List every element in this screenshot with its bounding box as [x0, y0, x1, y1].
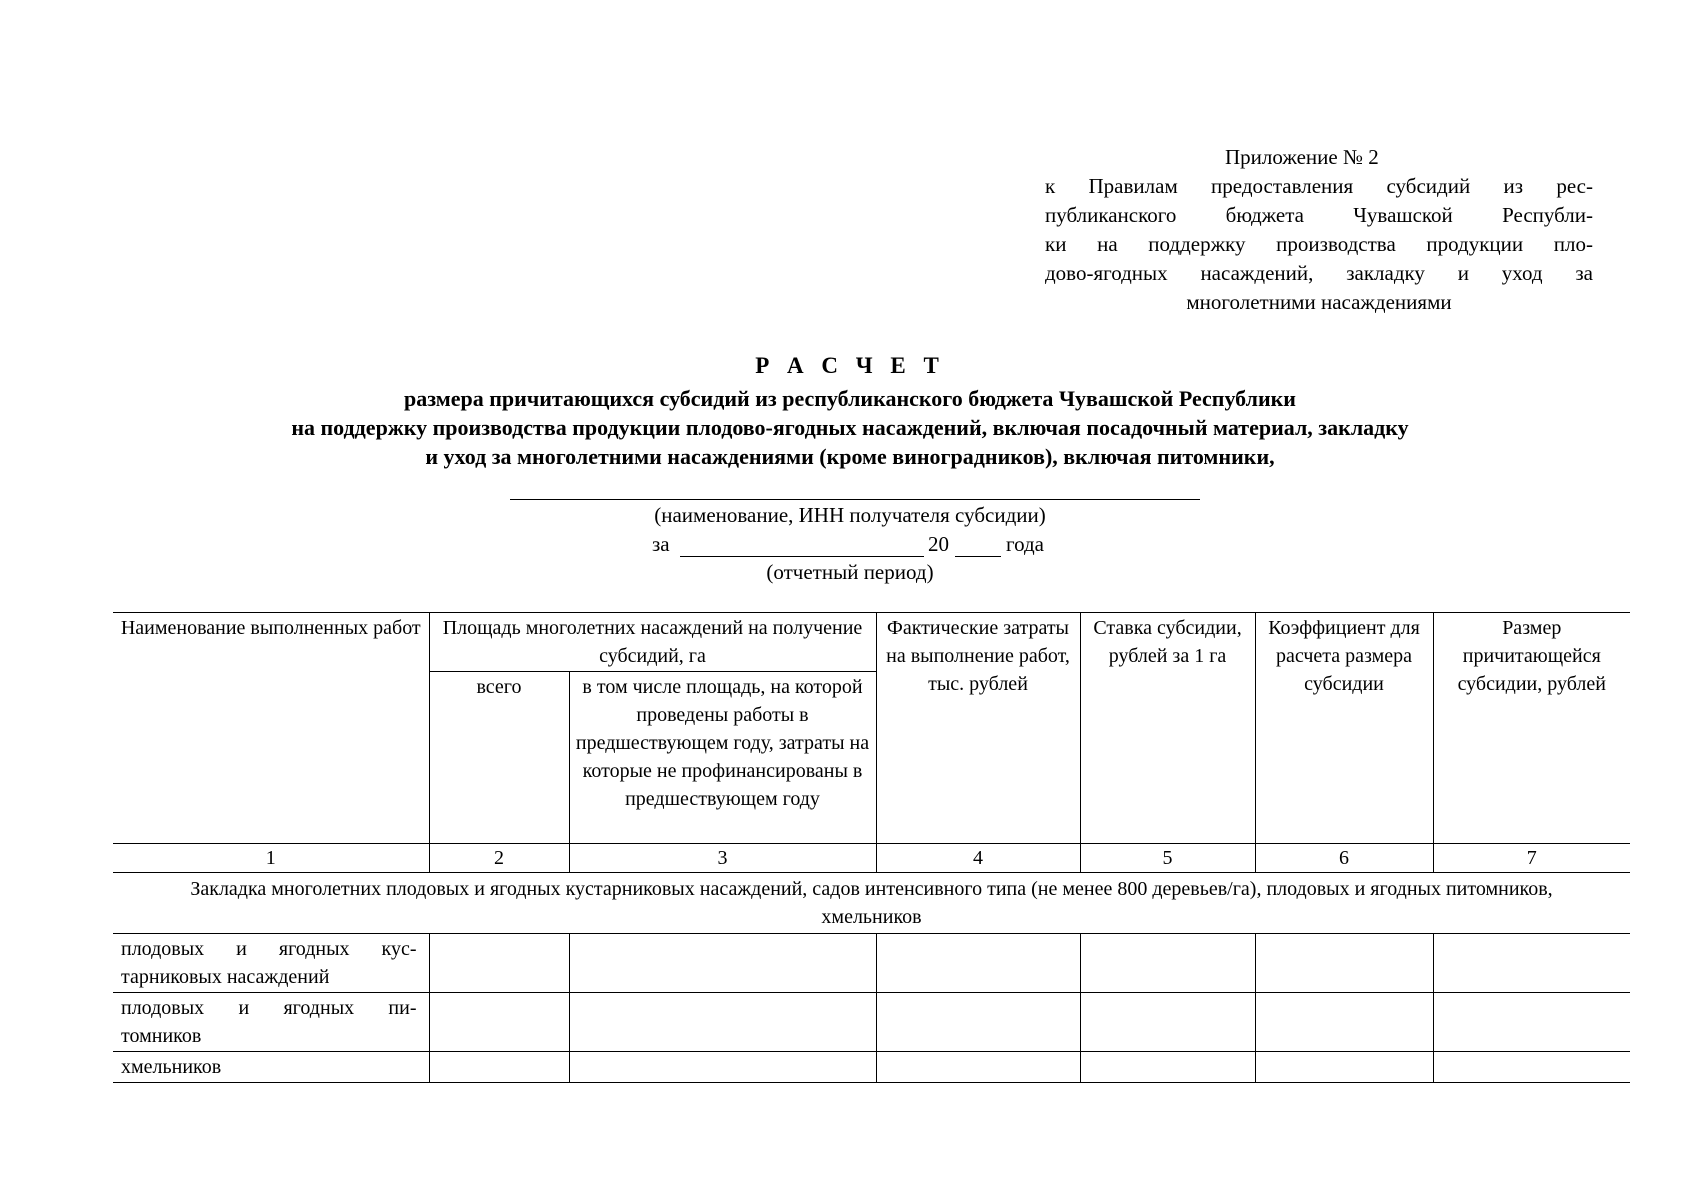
heading-line: на поддержку производства продукции плодово-ягодных насаждений, включая посадочный материал, закладку [291, 415, 1409, 440]
header-actual-costs: Фактические затраты на выполнение работ, тыс. рублей [876, 613, 1080, 844]
period-suffix: года [1006, 532, 1044, 556]
appendix-title: Приложение № 2 [1225, 145, 1379, 169]
row-label: хмельников [113, 1052, 429, 1083]
cell-actual-costs[interactable] [876, 1052, 1080, 1083]
subsidy-calculation-table [113, 612, 1630, 1083]
cell-coefficient[interactable] [1255, 993, 1433, 1052]
row-label [113, 993, 429, 1052]
period-year-prefix: 20 [928, 532, 949, 556]
appendix-line: ки на поддержку производства продукции пло- [1045, 232, 1593, 256]
row-label-part: тарниковых насаждений [121, 966, 330, 988]
header-subsidy-rate: Ставка субсидии, рублей за 1 га [1080, 613, 1255, 844]
cell-actual-costs[interactable] [876, 993, 1080, 1052]
recipient-caption: (наименование, ИНН получателя субсидии) [654, 503, 1046, 527]
column-number: 3 [569, 844, 876, 873]
header-coefficient: Коэффициент для расчета размера субсидии [1255, 613, 1433, 844]
column-number: 6 [1255, 844, 1433, 873]
recipient-name-line [510, 499, 1200, 500]
heading-line: размера причитающихся субсидий из республиканского бюджета Чувашской Республики [404, 386, 1296, 411]
header-area-group: Площадь многолетних насаждений на получение субсидий, га [429, 613, 876, 672]
header-area-total: всего [429, 672, 569, 844]
appendix-block [1045, 143, 1593, 317]
table-row [113, 1052, 1630, 1083]
column-number-row [113, 844, 1630, 873]
cell-area-total[interactable] [429, 993, 569, 1052]
cell-area-previous-year[interactable] [569, 1052, 876, 1083]
table-row [113, 993, 1630, 1052]
period-year-blank [955, 556, 1001, 557]
period-caption: (отчетный период) [766, 560, 934, 584]
heading-line: и уход за многолетними насаждениями (кроме виноградников), включая питомники, [425, 444, 1275, 469]
cell-subsidy-rate[interactable] [1080, 1052, 1255, 1083]
period-prefix: за [652, 532, 670, 556]
header-area-previous-year: в том числе площадь, на которой проведены работы в предшествующем году, затраты на которые не профинансированы в предшествующем году [569, 672, 876, 844]
cell-actual-costs[interactable] [876, 934, 1080, 993]
header-subsidy-amount: Размер причитающейся субсидии, рублей [1433, 613, 1630, 844]
appendix-line: дово-ягодных насаждений, закладку и уход за [1045, 261, 1593, 285]
cell-area-previous-year[interactable] [569, 993, 876, 1052]
period-blank-line [680, 556, 924, 557]
cell-area-total[interactable] [429, 934, 569, 993]
cell-area-previous-year[interactable] [569, 934, 876, 993]
column-number: 2 [429, 844, 569, 873]
column-number: 4 [876, 844, 1080, 873]
cell-coefficient[interactable] [1255, 934, 1433, 993]
row-label-part: плодовых и ягодных кус- [121, 938, 417, 960]
document-title: Р А С Ч Е Т [755, 353, 945, 378]
row-label-part: плодовых и ягодных пи- [121, 997, 417, 1019]
cell-subsidy-amount[interactable] [1433, 1052, 1630, 1083]
column-number: 7 [1433, 844, 1630, 873]
cell-coefficient[interactable] [1255, 1052, 1433, 1083]
column-number: 5 [1080, 844, 1255, 873]
cell-subsidy-amount[interactable] [1433, 934, 1630, 993]
cell-subsidy-amount[interactable] [1433, 993, 1630, 1052]
appendix-line: публиканского бюджета Чувашской Республи- [1045, 203, 1593, 227]
table-row [113, 934, 1630, 993]
header-work-name: Наименование выполненных работ [113, 613, 429, 844]
cell-subsidy-rate[interactable] [1080, 993, 1255, 1052]
cell-subsidy-rate[interactable] [1080, 934, 1255, 993]
row-label-part: томников [121, 1025, 202, 1047]
header-row [113, 613, 1630, 672]
section-row [113, 873, 1630, 934]
row-label [113, 934, 429, 993]
appendix-line: к Правилам предоставления субсидий из рес- [1045, 174, 1593, 198]
appendix-line: многолетними насаждениями [1186, 290, 1452, 314]
column-number: 1 [113, 844, 429, 873]
section-title: Закладка многолетних плодовых и ягодных кустарниковых насаждений, садов интенсивного типа (не менее 800 деревьев/га), плодовых и ягодных питомников, хмельников [113, 873, 1630, 934]
cell-area-total[interactable] [429, 1052, 569, 1083]
